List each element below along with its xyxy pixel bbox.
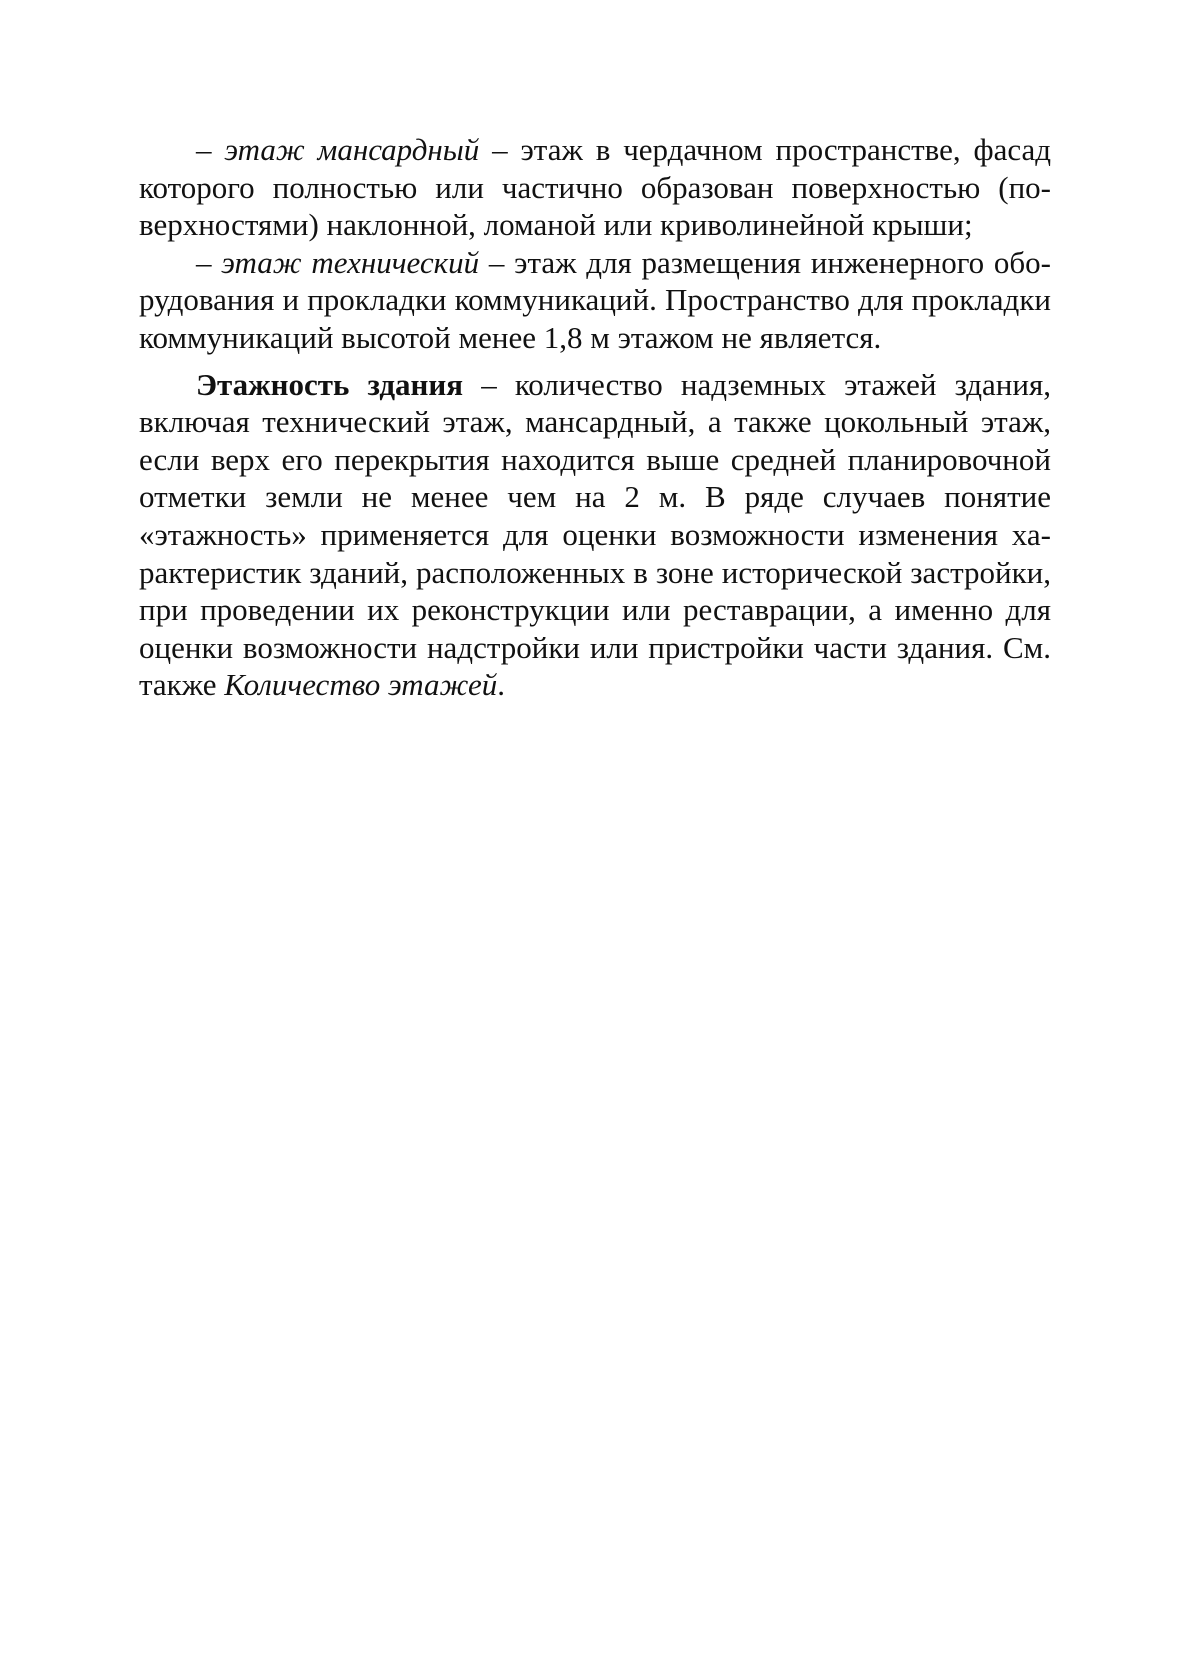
term-technical-floor: этаж технический [221,244,480,280]
definition-building-storeys [139,366,1051,704]
document-page [139,131,1051,704]
dash-prefix: – [196,132,225,167]
definition-attic-floor [139,131,1051,244]
definition-text: – количество надземных этажей здания, включая технический этаж, мансардный, а также цокольный этаж, если верх его перекрытия находится выше средней планировочной отметки земли не менее чем на 2 м. В ряде случаев понятие «этажность» применяется для оценки возможности изменения характеристик зданий, расположенных в зоне исторической застройки, при проведении их реконструкции или реставрации, а именно для оценки возможности надстройки или пристройки части здания. См. также [139,366,1051,703]
definition-technical-floor [139,244,1051,357]
term-building-storeys: Этажность здания [196,366,464,402]
definition-text: – этаж для размещения инженерного оборудования и прокладки коммуникаций. Пространство для прокладки коммуникаций высотой менее 1,8 м этажом не является. [139,244,1051,355]
term-attic-floor: этаж мансардный [224,132,480,167]
dash-prefix: – [196,244,222,280]
end-punctuation: . [497,667,505,703]
definition-text: – этаж в чердачном пространстве, фасад которого полностью или частично образован поверхностью (поверхностями) наклонной, ломаной или криволинейной крыши; [139,132,1051,243]
see-also-reference: Количество этажей [224,667,498,703]
